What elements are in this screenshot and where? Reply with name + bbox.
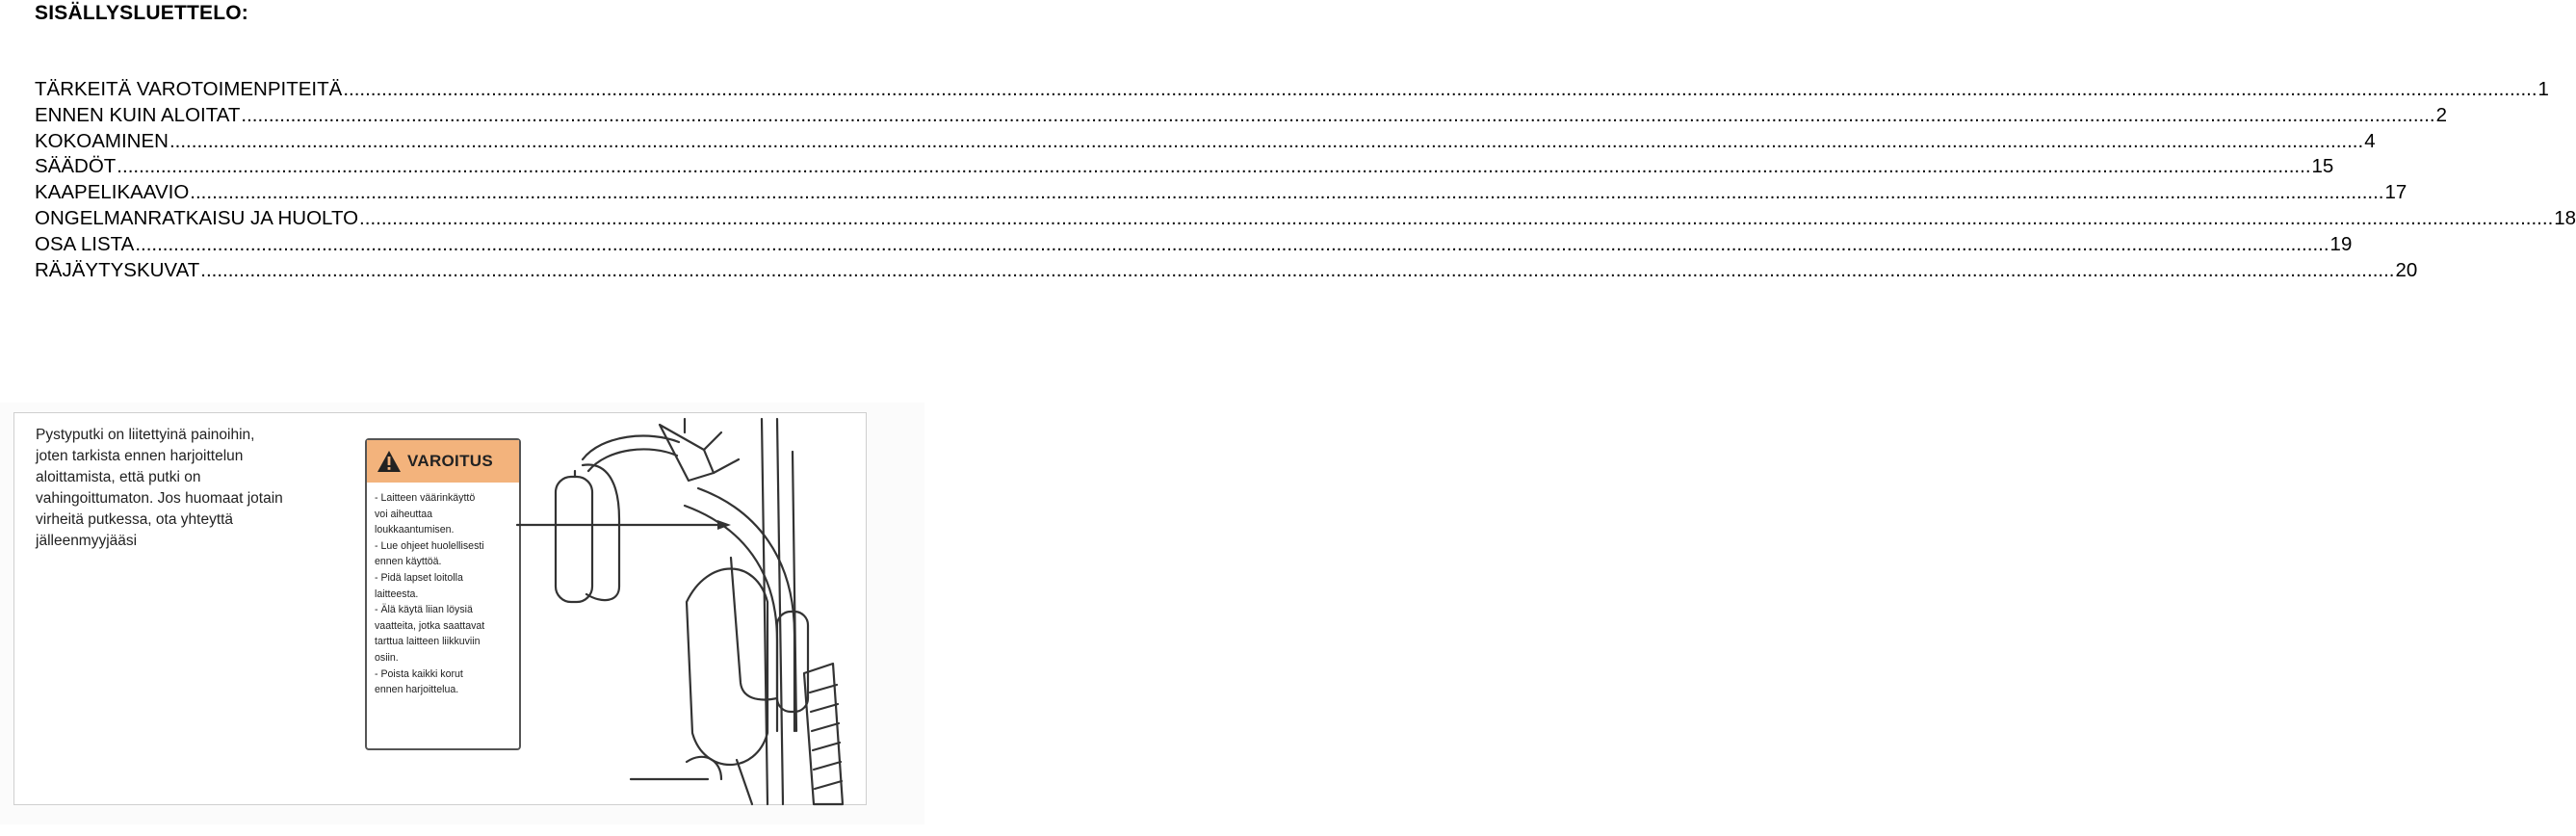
toc-entry[interactable] <box>35 180 2407 206</box>
toc-leader-dots: ................................................................................................................................................................................................................................................................................................................................................................................................................ <box>241 103 2435 126</box>
toc-leader-dots: ................................................................................................................................................................................................................................................................................................................................................................................................................ <box>359 206 2554 229</box>
toc-entry-label: OSA LISTA <box>35 232 135 255</box>
machine-illustration <box>515 413 866 804</box>
warning-line: voi aiheuttaa <box>375 508 433 520</box>
safety-figure <box>0 403 924 824</box>
toc-entry-page: 15 <box>2311 155 2334 178</box>
warning-line: ennen käyttöä. <box>375 556 442 568</box>
note-line: jälleenmyyjääsi <box>36 533 138 549</box>
toc-entry-page: 2 <box>2435 103 2448 126</box>
toc-entry-label: ENNEN KUIN ALOITAT <box>35 103 241 126</box>
note-line: joten tarkista ennen harjoittelun <box>36 448 244 464</box>
warning-line: laitteesta. <box>375 588 419 600</box>
warning-line: vaatteita, jotka saattavat <box>375 619 485 632</box>
toc-entry[interactable] <box>35 77 2549 103</box>
toc-entry-label: KAAPELIKAAVIO <box>35 181 190 204</box>
toc-entry[interactable] <box>35 232 2353 258</box>
toc-leader-dots: ................................................................................................................................................................................................................................................................................................................................................................................................................ <box>117 155 2311 178</box>
toc-entry-label: KOKOAMINEN <box>35 129 169 152</box>
warning-line: osiin. <box>375 651 399 664</box>
warning-line: tarttua laitteen liikkuviin <box>375 636 481 648</box>
figure-note <box>36 425 344 552</box>
warning-line: - Pidä lapset loitolla <box>375 571 463 584</box>
figure-frame <box>13 412 867 805</box>
note-line: Pystyputki on liitettyinä painoihin, <box>36 427 255 443</box>
toc-entry-page: 20 <box>2395 258 2418 281</box>
warning-label <box>365 438 521 750</box>
note-line: vahingoittumaton. Jos huomaat jotain <box>36 490 283 507</box>
toc-leader-dots: ................................................................................................................................................................................................................................................................................................................................................................................................................ <box>343 78 2537 100</box>
toc-leader-dots: ................................................................................................................................................................................................................................................................................................................................................................................................................ <box>200 258 2395 281</box>
note-line: aloittamista, että putki on <box>36 469 201 485</box>
warning-title: VAROITUS <box>407 452 493 470</box>
toc-leader-dots: ................................................................................................................................................................................................................................................................................................................................................................................................................ <box>135 232 2329 255</box>
toc-leader-dots: ................................................................................................................................................................................................................................................................................................................................................................................................................ <box>190 181 2384 204</box>
toc-entry-label: TÄRKEITÄ VAROTOIMENPITEITÄ <box>35 78 343 100</box>
toc-entry[interactable] <box>35 206 2576 232</box>
toc-leader-dots: ................................................................................................................................................................................................................................................................................................................................................................................................................ <box>169 129 2364 152</box>
warning-header <box>367 440 519 483</box>
warning-line: loukkaantumisen. <box>375 524 455 536</box>
note-line: virheitä putkessa, ota yhteyttä <box>36 511 234 528</box>
toc-entry[interactable] <box>35 154 2334 180</box>
document-title: SISÄLLYSLUETTELO: <box>35 2 248 24</box>
toc-entry[interactable] <box>35 258 2418 284</box>
toc-entry-label: SÄÄDÖT <box>35 155 117 178</box>
warning-triangle-icon <box>377 450 402 473</box>
table-of-contents <box>35 77 2576 283</box>
warning-line: - Älä käytä liian löysiä <box>375 604 473 616</box>
toc-entry-label: ONGELMANRATKAISU JA HUOLTO <box>35 206 359 229</box>
toc-entry-page: 1 <box>2537 78 2549 100</box>
toc-entry-page: 4 <box>2364 129 2376 152</box>
toc-entry-label: RÄJÄYTYSKUVAT <box>35 258 200 281</box>
toc-entry[interactable] <box>35 129 2376 155</box>
toc-entry[interactable] <box>35 103 2448 129</box>
toc-entry-page: 17 <box>2384 181 2407 204</box>
toc-entry-page: 19 <box>2329 232 2353 255</box>
warning-line: - Poista kaikki korut <box>375 667 463 680</box>
warning-line: - Laitteen väärinkäyttö <box>375 492 476 504</box>
warning-line: ennen harjoittelua. <box>375 684 459 696</box>
toc-entry-page: 18 <box>2554 206 2576 229</box>
warning-text <box>367 483 519 698</box>
warning-line: - Lue ohjeet huolellisesti <box>375 539 484 552</box>
